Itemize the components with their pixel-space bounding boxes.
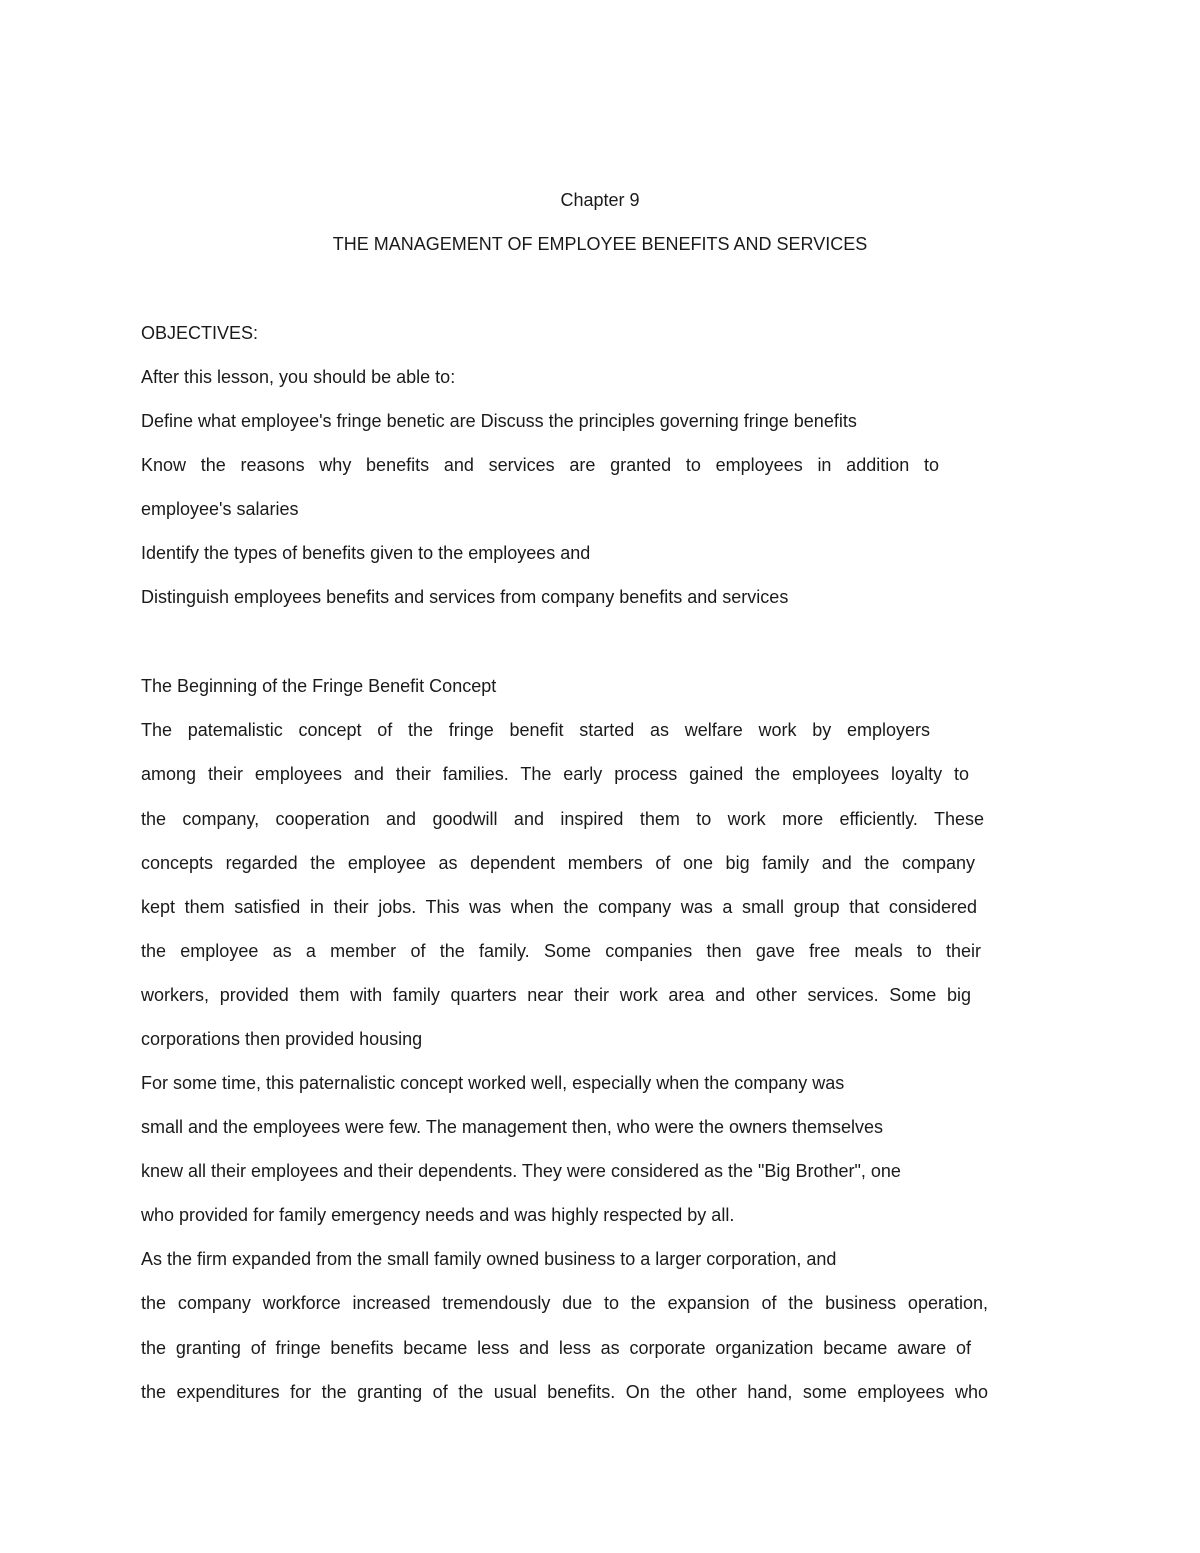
body-line: concepts regarded the employee as dependent members of one big family and the company (141, 853, 975, 873)
body-line: small and the employees were few. The management then, who were the owners themselves (141, 1117, 884, 1137)
body-line: knew all their employees and their dependents. They were considered as the "Big Brother", one (141, 1161, 901, 1181)
objectives-intro: After this lesson, you should be able to: (141, 367, 456, 387)
objective-item: Distinguish employees benefits and services from company benefits and services (141, 587, 789, 607)
body-line: kept them satisfied in their jobs. This was when the company was a small group that considered (141, 897, 977, 917)
body-line: As the firm expanded from the small family owned business to a larger corporation, and (141, 1249, 837, 1269)
objectives-heading: OBJECTIVES: (141, 323, 259, 343)
objective-item: Define what employee's fringe benetic are Discuss the principles governing fringe benefits (141, 411, 857, 431)
body-line: who provided for family emergency needs and was highly respected by all. (141, 1205, 735, 1225)
body-line: For some time, this paternalistic concept worked well, especially when the company was (141, 1073, 845, 1093)
chapter-title: THE MANAGEMENT OF EMPLOYEE BENEFITS AND SERVICES (332, 234, 868, 254)
body-line: the granting of fringe benefits became less and less as corporate organization became aware of (141, 1338, 971, 1358)
section-heading: The Beginning of the Fringe Benefit Concept (141, 676, 497, 696)
body-line: corporations then provided housing (141, 1029, 423, 1049)
body-line: The patemalistic concept of the fringe benefit started as welfare work by employers (141, 720, 930, 740)
objective-item: Know the reasons why benefits and services are granted to employees in addition to (141, 455, 939, 475)
objective-item: employee's salaries (141, 499, 299, 519)
objective-item: Identify the types of benefits given to the employees and (141, 543, 591, 563)
body-line: the company workforce increased tremendously due to the expansion of the business operation, (141, 1293, 988, 1313)
body-line: workers, provided them with family quarters near their work area and other services. Some big (141, 985, 971, 1005)
body-line: the expenditures for the granting of the usual benefits. On the other hand, some employees who (141, 1382, 988, 1402)
chapter-label: Chapter 9 (560, 190, 640, 210)
body-line: the company, cooperation and goodwill and inspired them to work more efficiently. These (141, 809, 984, 829)
body-line: among their employees and their families. The early process gained the employees loyalty to (141, 764, 969, 784)
body-line: the employee as a member of the family. Some companies then gave free meals to their (141, 941, 981, 961)
